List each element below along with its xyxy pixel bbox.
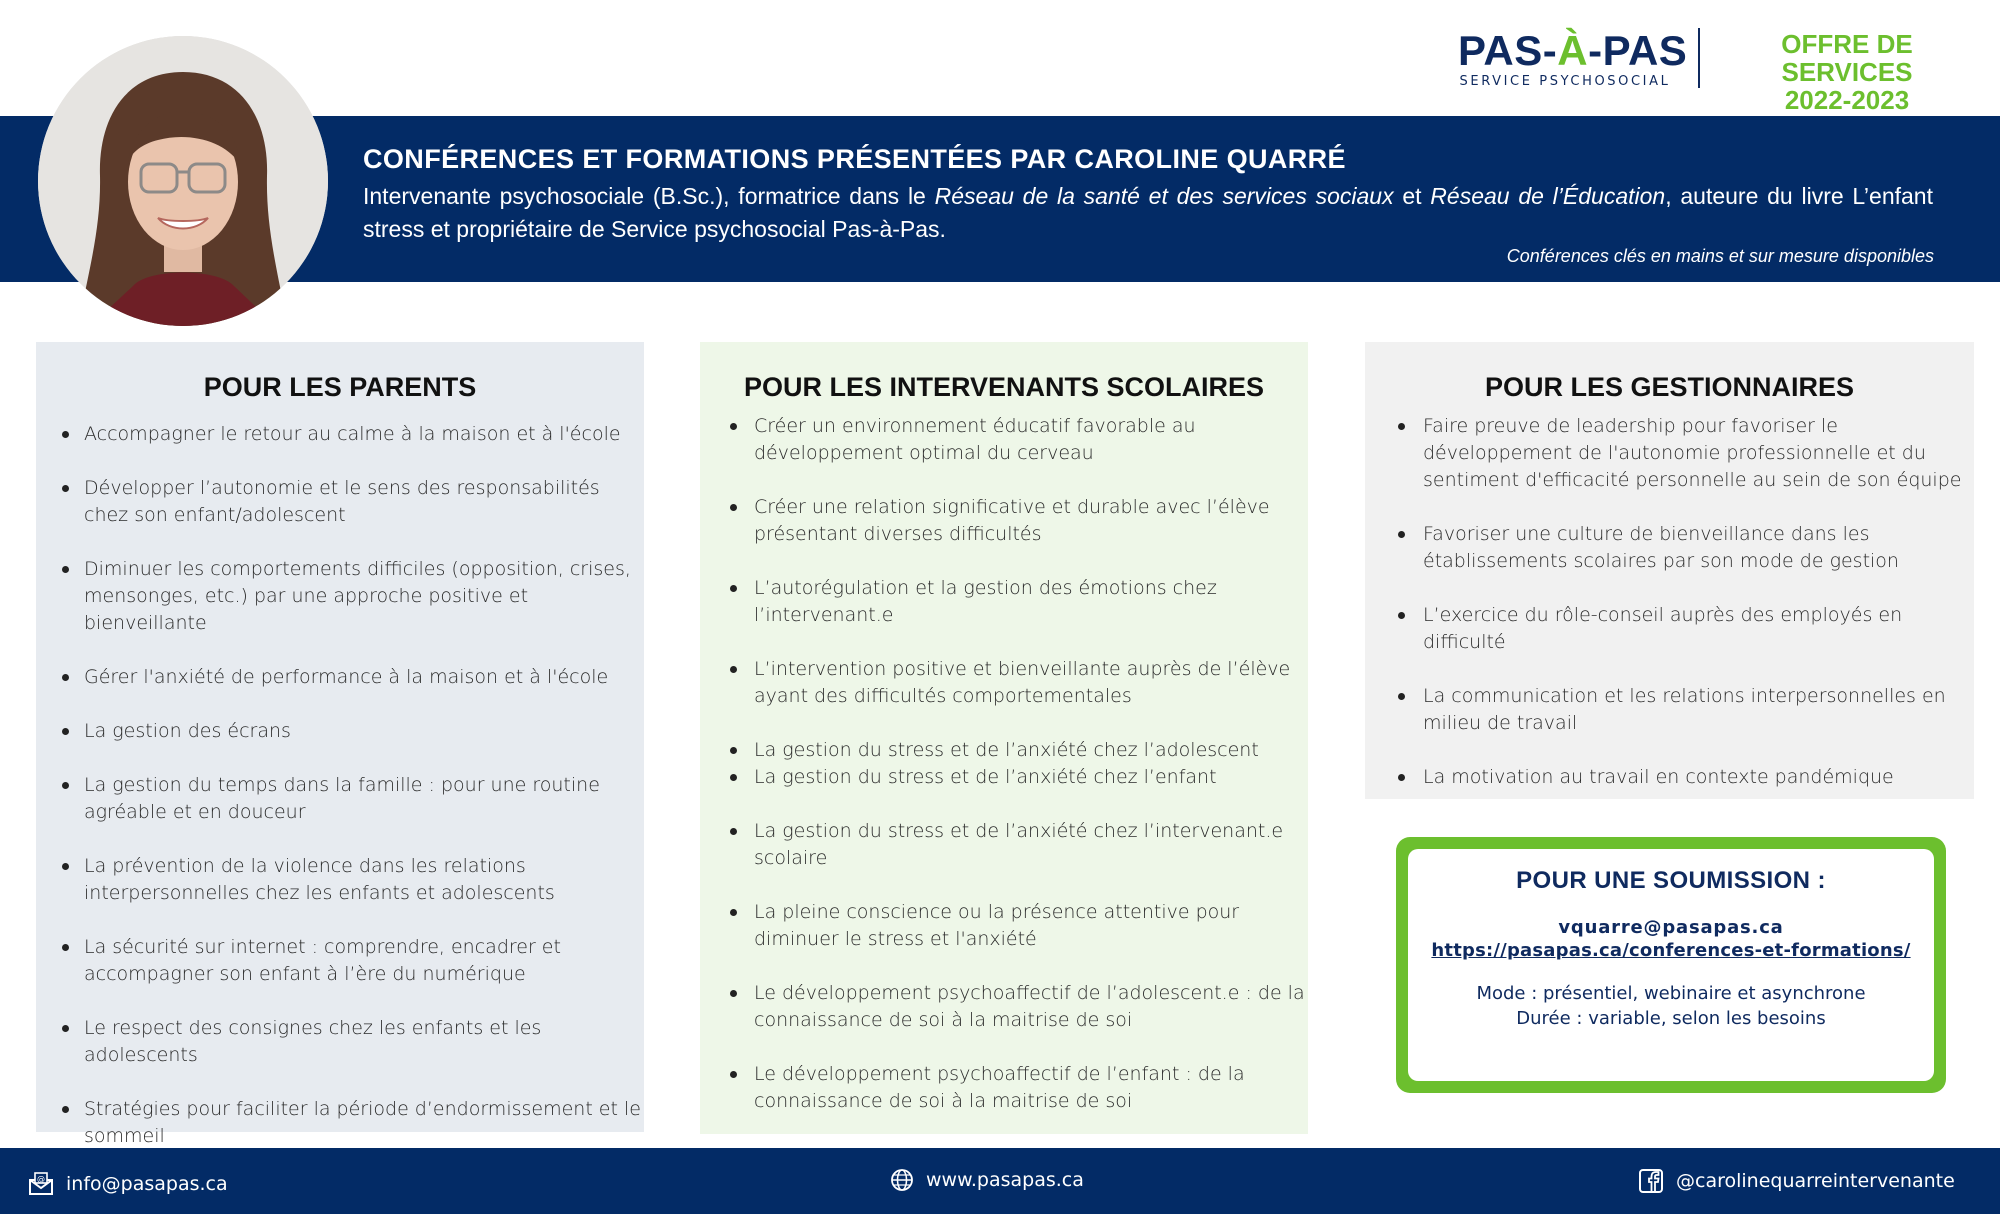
list-item: Accompagner le retour au calme à la maison et à l'école xyxy=(36,421,644,448)
list-item: Favoriser une culture de bienveillance dans les établissements scolaires par son mode de gestion xyxy=(1365,521,1974,575)
list-item: Le développement psychoaffectif de l’enfant : de la connaissance de soi à la maitrise de soi xyxy=(700,1061,1308,1115)
facebook-icon xyxy=(1638,1168,1664,1194)
list-item: Le respect des consignes chez les enfants et les adolescents xyxy=(36,1015,644,1069)
footer-website-text: www.pasapas.ca xyxy=(926,1169,1084,1191)
brand-logo xyxy=(1458,27,1688,89)
quote-mode: Mode : présentiel, webinaire et asynchrone xyxy=(1476,983,1866,1004)
quote-url-link[interactable]: https://pasapas.ca/conferences-et-formations/ xyxy=(1431,940,1911,961)
list-item: Créer un environnement éducatif favorable au développement optimal du cerveau xyxy=(700,413,1308,467)
quote-request-box xyxy=(1396,837,1946,1093)
list-item: La sécurité sur internet : comprendre, encadrer et accompagner son enfant à l’ère du numérique xyxy=(36,934,644,988)
list-item: La communication et les relations interpersonnelles en milieu de travail xyxy=(1365,683,1974,737)
list-item: Stratégies pour faciliter la période d’endormissement et le sommeil xyxy=(36,1096,644,1150)
management-list xyxy=(1365,413,1974,791)
speaker-photo xyxy=(38,36,328,326)
offer-line-2: 2022-2023 xyxy=(1784,85,1910,115)
parents-section xyxy=(36,342,644,1147)
list-item: L’intervention positive et bienveillante auprès de l’élève ayant des difficultés comportementales xyxy=(700,656,1308,710)
logo-wordmark: PAS-À-PAS xyxy=(1458,27,1688,74)
list-item: Gérer l'anxiété de performance à la maison et à l'école xyxy=(36,664,644,691)
list-item: La gestion des écrans xyxy=(36,718,644,745)
list-item: La prévention de la violence dans les relations interpersonnelles chez les enfants et adolescents xyxy=(36,853,644,907)
list-item: Le développement psychoaffectif de l’adolescent.e : de la connaissance de soi à la maitrise de soi xyxy=(700,980,1308,1034)
school-list xyxy=(700,413,1308,1115)
footer-bar xyxy=(0,1148,2000,1214)
globe-icon xyxy=(890,1168,914,1192)
list-item: La motivation au travail en contexte pandémique xyxy=(1365,764,1974,791)
list-item: La gestion du stress et de l’anxiété chez l’adolescent xyxy=(700,737,1308,764)
quote-email-link[interactable]: vquarre@pasapas.ca xyxy=(1558,917,1784,938)
footer-facebook[interactable] xyxy=(1638,1168,1955,1194)
offer-heading xyxy=(1722,30,1972,114)
quote-duration: Durée : variable, selon les besoins xyxy=(1516,1008,1826,1029)
list-item: Créer une relation significative et durable avec l’élève présentant diverses difficultés xyxy=(700,494,1308,548)
svg-text:@: @ xyxy=(37,1174,45,1184)
list-item: Faire preuve de leadership pour favoriser le développement de l'autonomie professionnelle et du sentiment d'efficacité personnelle au sein de son équipe xyxy=(1365,413,1974,494)
logo-subtitle: SERVICE PSYCHOSOCIAL xyxy=(1459,74,1671,89)
school-section xyxy=(700,342,1308,1134)
quote-request-content xyxy=(1408,849,1934,1081)
list-item: La pleine conscience ou la présence attentive pour diminuer le stress et l'anxiété xyxy=(700,899,1308,953)
list-item: La gestion du temps dans la famille : pour une routine agréable et en douceur xyxy=(36,772,644,826)
offer-line-1: OFFRE DE SERVICES xyxy=(1781,29,1913,87)
banner-title: CONFÉRENCES ET FORMATIONS PRÉSENTÉES PAR CAROLINE QUARRÉ xyxy=(363,144,1346,174)
email-icon xyxy=(28,1172,54,1196)
list-item: La gestion du stress et de l’anxiété chez l’enfant xyxy=(700,764,1308,791)
list-item: Développer l’autonomie et le sens des responsabilités chez son enfant/adolescent xyxy=(36,475,644,529)
quote-title: POUR UNE SOUMISSION : xyxy=(1516,867,1826,894)
parents-list xyxy=(36,421,644,1150)
list-item: Diminuer les comportements difficiles (opposition, crises, mensonges, etc.) par une approche positive et bienveillante xyxy=(36,556,644,637)
list-item: L’autorégulation et la gestion des émotions chez l’intervenant.e xyxy=(700,575,1308,629)
list-item: La gestion du stress et de l’anxiété chez l’intervenant.e scolaire xyxy=(700,818,1308,872)
availability-note: Conférences clés en mains et sur mesure disponibles xyxy=(1506,246,1934,266)
footer-website[interactable] xyxy=(890,1168,1084,1192)
footer-facebook-text: @carolinequarreintervenante xyxy=(1676,1170,1955,1192)
parents-title: POUR LES PARENTS xyxy=(203,372,477,402)
management-title: POUR LES GESTIONNAIRES xyxy=(1484,372,1855,402)
speaker-bio: Intervenante psychosociale (B.Sc.), formatrice dans le Réseau de la santé et des services sociaux et Réseau de l’Éducation, auteure du livre L’enfant stress et propriétaire de Service psychosocial Pas-à-Pas. xyxy=(363,183,1933,242)
footer-email[interactable] xyxy=(28,1172,228,1196)
list-item: L’exercice du rôle-conseil auprès des employés en difficulté xyxy=(1365,602,1974,656)
footer-email-text: info@pasapas.ca xyxy=(66,1173,228,1195)
school-title: POUR LES INTERVENANTS SCOLAIRES xyxy=(743,372,1265,402)
management-section xyxy=(1365,342,1974,799)
header-divider xyxy=(1698,28,1700,88)
